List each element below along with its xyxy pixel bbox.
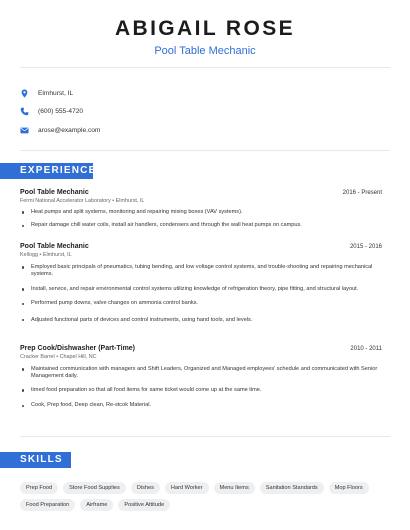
job-bullet: Heat pumps and split systems, monitoring and repairing mixing boxes (VAV systems). — [20, 209, 382, 216]
phone-icon — [20, 107, 29, 116]
phone-text: (600) 555-4720 — [38, 108, 84, 116]
job-bullet: Install, service, and repair environmental control systems utilizing knowledge of refrigeration theory, pipe fitting, and structural layout. — [20, 286, 382, 293]
skill-chip: Prep Food — [20, 482, 58, 494]
location-text: Elmhurst, IL — [38, 89, 74, 97]
contact-email — [20, 121, 100, 140]
skill-chip: Positive Attitude — [118, 499, 170, 511]
map-pin-icon — [20, 89, 29, 98]
experience-section-title: EXPERIENCE — [0, 163, 93, 179]
contact-divider — [20, 150, 390, 151]
contact-list — [20, 84, 100, 140]
job-title: Prep Cook/Dishwasher (Part-Time) — [20, 345, 136, 352]
contact-phone — [20, 103, 100, 122]
job-bullet: Cook, Prep food, Deep clean, Re-stcok Material. — [20, 402, 382, 409]
job-bullet: Adjusted functional parts of devices and control instruments, using hand tools, and levels. — [20, 317, 382, 324]
job-bullet: Performed pump downs, valve changes on ammonia control banks. — [20, 300, 382, 307]
job-employer: Cracker Barrel • Chapel Hill, NC — [20, 354, 97, 360]
skill-chip: Mop Floors — [329, 482, 369, 494]
skill-chip: Airframe — [80, 499, 113, 511]
resume-header — [0, 0, 410, 58]
skill-chip: Sanitation Standards — [260, 482, 324, 494]
skill-chip: Store Food Supplies — [63, 482, 126, 494]
experience-divider — [20, 436, 390, 437]
job-bullet: timed food preparation so that all food items for same ticket would come up at the same time. — [20, 387, 382, 394]
skill-chip: Menu Items — [214, 482, 255, 494]
job-bullet: Maintained communication with managers and Shift Leaders, Organized and Managed employees' schedule and communicated with Senior Management daily. — [20, 366, 382, 381]
skill-chip: Food Preparation — [20, 499, 75, 511]
job-title: Pool Table Mechanic — [20, 189, 89, 196]
job-entry-3 — [20, 345, 382, 410]
skills-section-title: SKILLS — [0, 452, 71, 468]
job-employer: Kellogg • Elmhurst, IL — [20, 252, 72, 258]
skills-list — [20, 482, 390, 511]
job-entry-2 — [20, 243, 382, 324]
job-entry-1 — [20, 189, 382, 230]
job-dates: 2015 - 2016 — [349, 244, 382, 250]
job-dates: 2016 - Present — [342, 190, 382, 196]
candidate-name: ABIGAIL ROSE — [114, 17, 296, 40]
job-bullet: Repair damage chill water coils, install air handlers, condensers and through the wall heat pumps on campus. — [20, 222, 382, 229]
job-employer: Fermi National Accelerator Laboratory • Elmhurst, IL — [20, 198, 145, 204]
header-divider — [20, 67, 390, 68]
candidate-title: Pool Table Mechanic — [154, 45, 256, 57]
contact-location — [20, 84, 100, 103]
email-text: arose@example.com — [38, 126, 101, 134]
job-title: Pool Table Mechanic — [20, 243, 89, 250]
skill-chip: Dishes — [131, 482, 160, 494]
envelope-icon — [20, 126, 29, 135]
job-dates: 2010 - 2011 — [350, 346, 382, 352]
job-bullet: Employed basic principals of pneumatics, tubing bending, and low voltage control systems, and trouble-shooting and repairing mechanical systems. — [20, 264, 382, 279]
skill-chip: Hard Worker — [165, 482, 209, 494]
